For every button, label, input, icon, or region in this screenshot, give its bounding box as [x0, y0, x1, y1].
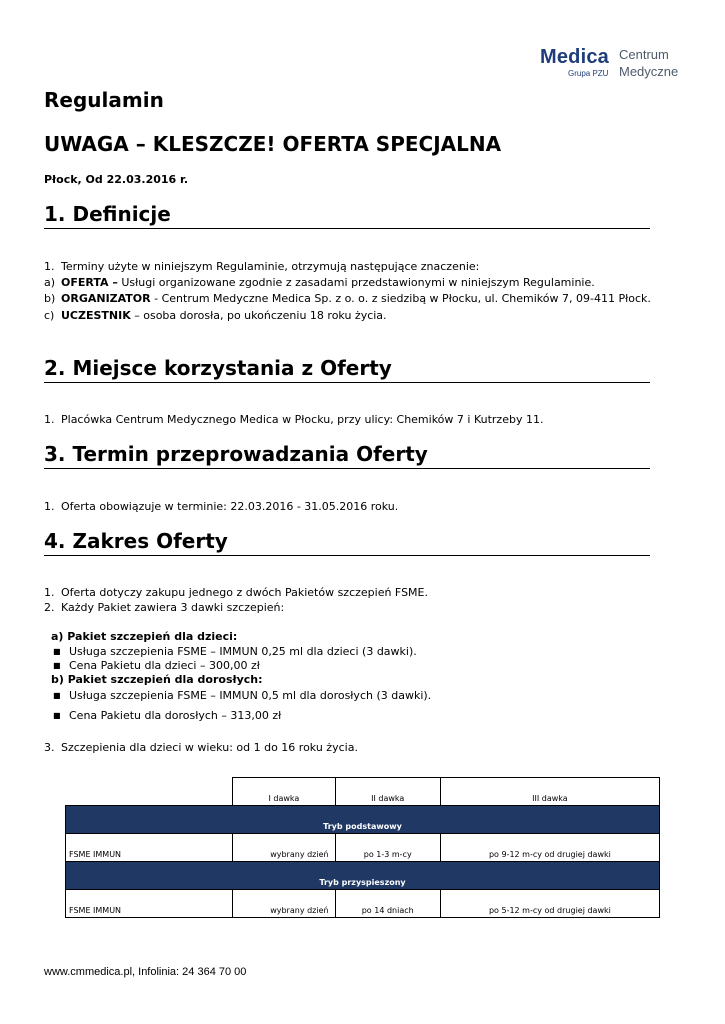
scope-1-text: Oferta dotyczy zakupu jednego z dwóch Pakietów szczepień FSME. — [61, 586, 428, 599]
logo-medica: Medica — [540, 46, 610, 68]
location-number: 1. — [44, 413, 55, 426]
section-3-heading: 3. Termin przeprowadzania Oferty — [44, 442, 428, 466]
table-header-empty — [66, 778, 233, 806]
package-children-item-1: Usługa szczepienia FSME – IMMUN 0,25 ml dla dzieci (3 dawki). — [69, 645, 417, 658]
definition-b-text: - Centrum Medyczne Medica Sp. z o. o. z siedzibą w Płocku, ul. Chemików 7, 09-411 Płock. — [150, 292, 651, 305]
document-subtitle: UWAGA – KLESZCZE! OFERTA SPECJALNA — [44, 132, 502, 156]
package-adults-item-1: Usługa szczepienia FSME – IMMUN 0,5 ml dla dorosłych (3 dawki). — [69, 689, 432, 702]
section-3-rule — [44, 468, 650, 469]
scope-3-text: Szczepienia dla dzieci w wieku: od 1 do 16 roku życia. — [61, 741, 358, 754]
table-band-row — [66, 862, 660, 890]
table-header-cell: I dawka — [233, 778, 335, 806]
location-text: Placówka Centrum Medycznego Medica w Płocku, przy ulicy: Chemików 7 i Kutrzeby 11. — [61, 413, 544, 426]
table-cell: po 1-3 m-cy — [335, 834, 440, 862]
table-header-cell: III dawka — [440, 778, 659, 806]
definition-a-text: Usługi organizowane zgodnie z zasadami przedstawionymi w niniejszym Regulaminie. — [117, 276, 595, 289]
bullet-icon: ■ — [53, 691, 61, 700]
term-number: 1. — [44, 500, 55, 513]
definition-c-term: UCZESTNIK — [61, 309, 131, 322]
section-1-rule — [44, 228, 650, 229]
definition-intro: Terminy użyte w niniejszym Regulaminie, otrzymują następujące znaczenie: — [61, 260, 480, 273]
section-4-rule — [44, 555, 650, 556]
definition-intro-number: 1. — [44, 260, 55, 273]
logo-grupa-pzu: Grupa PZU — [568, 69, 609, 78]
footer-contact: www.cmmedica.pl, Infolinia: 24 364 70 00 — [44, 966, 247, 978]
table-cell: FSME IMMUN — [66, 834, 233, 862]
section-2-rule — [44, 382, 650, 383]
definition-b — [61, 292, 651, 305]
term-text: Oferta obowiązuje w terminie: 22.03.2016 - 31.05.2016 roku. — [61, 500, 399, 513]
vaccination-schedule-table — [65, 777, 660, 918]
definition-c-text: – osoba dorosła, po ukończeniu 18 roku życia. — [130, 309, 387, 322]
table-cell: FSME IMMUN — [66, 890, 233, 918]
section-4-heading: 4. Zakres Oferty — [44, 529, 228, 553]
band-accelerated-mode: Tryb przyspieszony — [66, 862, 660, 890]
scope-3-number: 3. — [44, 741, 55, 754]
table-header-row — [66, 778, 660, 806]
section-1-heading: 1. Definicje — [44, 202, 171, 226]
table-header-cell: II dawka — [335, 778, 440, 806]
definition-c — [61, 309, 387, 322]
place-date: Płock, Od 22.03.2016 r. — [44, 173, 189, 186]
definition-b-term: ORGANIZATOR — [61, 292, 151, 305]
table-cell: wybrany dzień — [233, 834, 335, 862]
table-cell: po 5-12 m-cy od drugiej dawki — [440, 890, 659, 918]
logo-medyczne: Medyczne — [619, 64, 679, 79]
band-standard-mode: Tryb podstawowy — [66, 806, 660, 834]
scope-1-number: 1. — [44, 586, 55, 599]
scope-2-number: 2. — [44, 601, 55, 614]
definition-a-letter: a) — [44, 276, 56, 289]
section-2-heading: 2. Miejsce korzystania z Oferty — [44, 356, 392, 380]
definition-a — [61, 276, 595, 289]
table-cell: wybrany dzień — [233, 890, 335, 918]
table-cell: po 9-12 m-cy od drugiej dawki — [440, 834, 659, 862]
scope-2-text: Każdy Pakiet zawiera 3 dawki szczepień: — [61, 601, 285, 614]
bullet-icon: ■ — [53, 661, 61, 670]
logo-centrum: Centrum — [619, 47, 669, 62]
table-cell: po 14 dniach — [335, 890, 440, 918]
package-adults-heading: b) Pakiet szczepień dla dorosłych: — [51, 673, 263, 686]
definition-c-letter: c) — [44, 309, 55, 322]
table-band-row — [66, 806, 660, 834]
table-row — [66, 890, 660, 918]
table-row — [66, 834, 660, 862]
package-adults-item-2: Cena Pakietu dla dorosłych – 313,00 zł — [69, 709, 282, 722]
package-children-item-2: Cena Pakietu dla dzieci – 300,00 zł — [69, 659, 260, 672]
bullet-icon: ■ — [53, 647, 61, 656]
definition-a-term: OFERTA – — [61, 276, 118, 289]
document-title: Regulamin — [44, 88, 164, 112]
bullet-icon: ■ — [53, 711, 61, 720]
definition-b-letter: b) — [44, 292, 56, 305]
package-children-heading: a) Pakiet szczepień dla dzieci: — [51, 630, 238, 643]
